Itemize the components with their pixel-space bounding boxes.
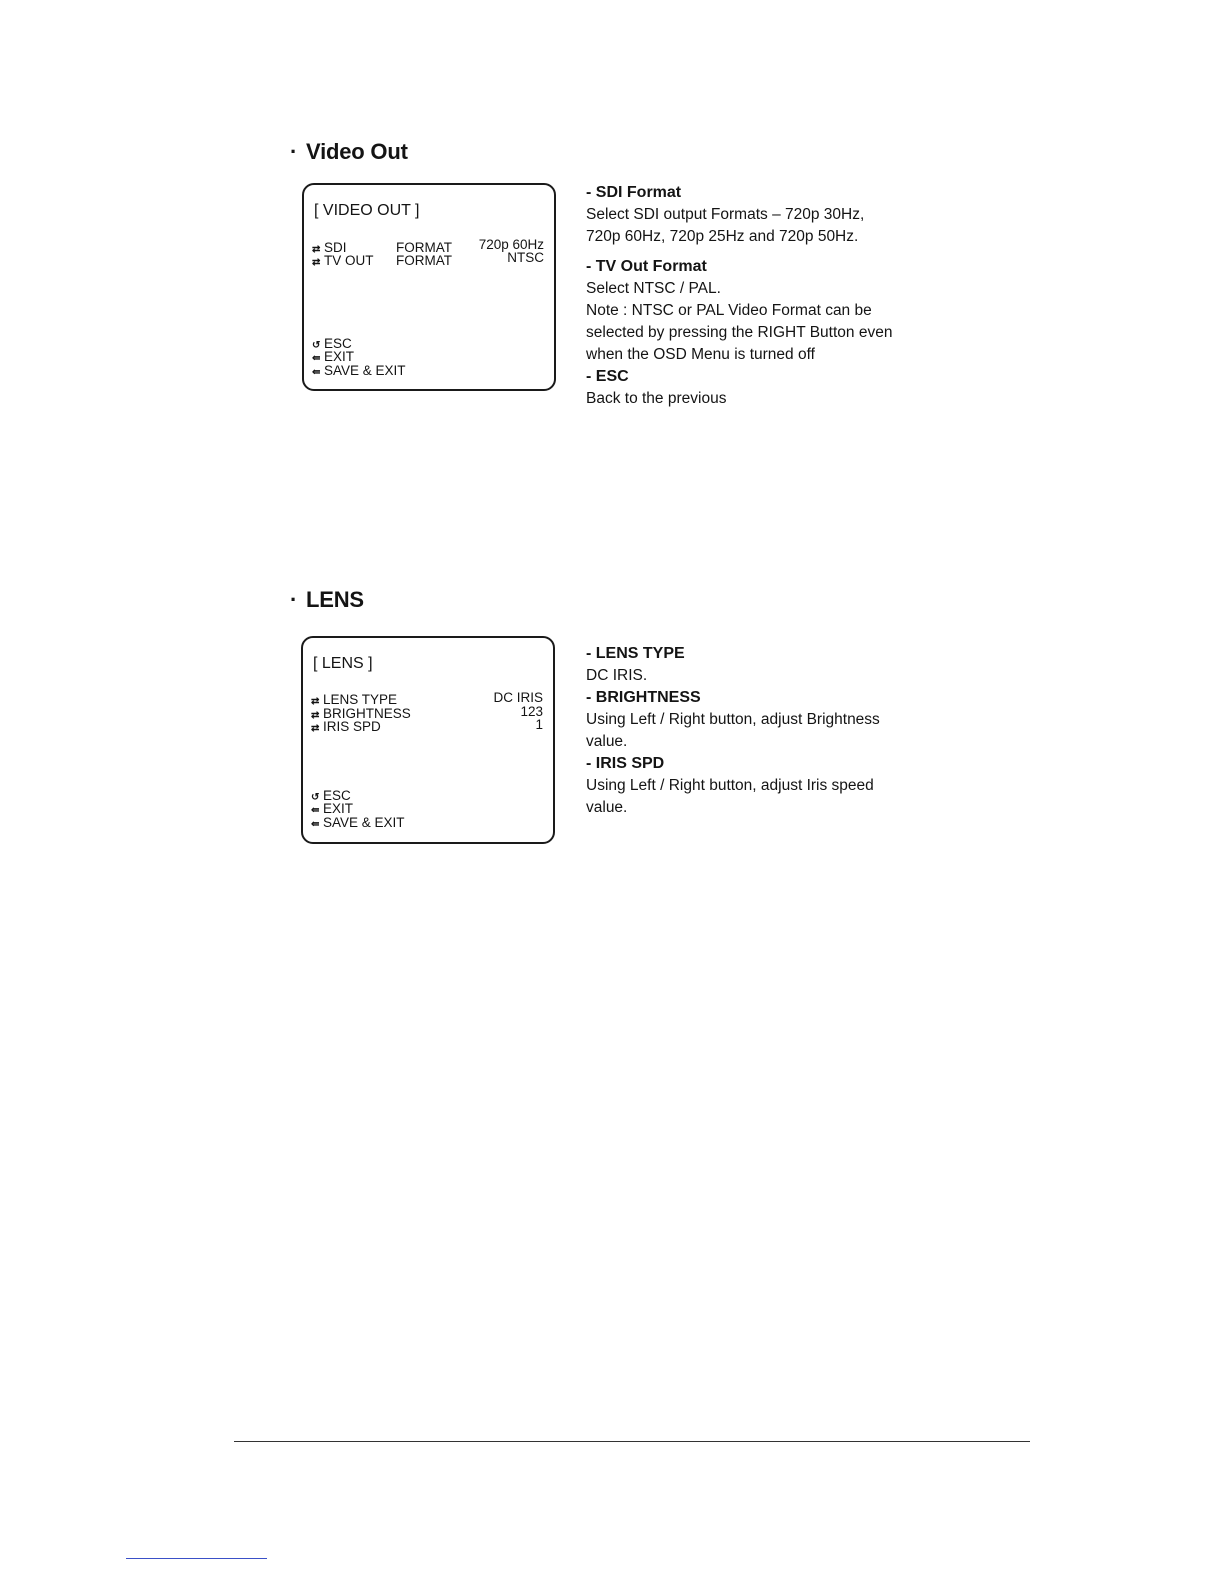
desc-line: selected by pressing the RIGHT Button even bbox=[586, 324, 893, 341]
osd-title: [ VIDEO OUT ] bbox=[314, 202, 420, 219]
video-out-osd-menu bbox=[302, 183, 556, 391]
desc-heading: - ESC bbox=[586, 368, 629, 385]
desc-line: Back to the previous bbox=[586, 390, 727, 407]
osd-row-mid: FORMAT bbox=[396, 253, 452, 268]
osd-exit-item[interactable]: ⇚ EXIT bbox=[311, 801, 354, 816]
footer-link-underline bbox=[126, 1558, 267, 1559]
lens-osd-menu bbox=[301, 636, 555, 844]
swap-arrows-icon: ⇄ bbox=[311, 723, 320, 734]
desc-line: value. bbox=[586, 799, 628, 816]
desc-heading: - IRIS SPD bbox=[586, 755, 665, 772]
swap-arrows-icon: ⇄ bbox=[311, 710, 320, 721]
enter-arrow-icon: ⇚ bbox=[312, 367, 321, 378]
desc-line: Select NTSC / PAL. bbox=[586, 280, 721, 297]
swap-arrows-icon: ⇄ bbox=[312, 244, 321, 255]
osd-row-value: 123 bbox=[520, 704, 543, 719]
osd-row-label: SDI bbox=[324, 240, 347, 255]
osd-esc-item[interactable]: ↺ ESC bbox=[311, 788, 351, 803]
osd-row-iris-spd[interactable] bbox=[311, 717, 543, 734]
osd-save-exit-item[interactable]: ⇚ SAVE & EXIT bbox=[311, 815, 405, 830]
osd-row-value: 1 bbox=[535, 717, 543, 732]
desc-heading: - BRIGHTNESS bbox=[586, 689, 701, 706]
osd-exit-item[interactable]: ⇚ EXIT bbox=[312, 349, 355, 364]
osd-row-label: IRIS SPD bbox=[323, 719, 381, 734]
video-out-description bbox=[586, 182, 926, 410]
return-icon: ↺ bbox=[312, 340, 321, 351]
desc-line: DC IRIS. bbox=[586, 667, 648, 684]
osd-row-tv-out[interactable] bbox=[312, 250, 544, 268]
desc-heading: - LENS TYPE bbox=[586, 645, 685, 662]
swap-arrows-icon: ⇄ bbox=[311, 696, 320, 707]
desc-line: Select SDI output Formats – 720p 30Hz, bbox=[586, 206, 865, 223]
desc-line: Using Left / Right button, adjust Iris speed bbox=[586, 777, 874, 794]
osd-row-lens-type[interactable] bbox=[311, 690, 543, 707]
desc-line: when the OSD Menu is turned off bbox=[586, 346, 815, 363]
desc-line: 720p 60Hz, 720p 25Hz and 720p 50Hz. bbox=[586, 228, 859, 245]
osd-row-label: BRIGHTNESS bbox=[323, 706, 411, 721]
osd-row-value: 720p 60Hz bbox=[478, 237, 544, 252]
video-out-heading: · Video Out bbox=[290, 139, 408, 164]
osd-save-exit-item[interactable]: ⇚ SAVE & EXIT bbox=[312, 363, 406, 378]
osd-row-label: LENS TYPE bbox=[323, 692, 398, 707]
osd-row-value: DC IRIS bbox=[493, 690, 543, 705]
swap-arrows-icon: ⇄ bbox=[312, 257, 321, 268]
osd-row-mid: FORMAT bbox=[396, 240, 452, 255]
desc-heading: - TV Out Format bbox=[586, 258, 707, 275]
desc-line: value. bbox=[586, 733, 628, 750]
enter-arrow-icon: ⇚ bbox=[311, 819, 320, 830]
desc-heading: - SDI Format bbox=[586, 184, 682, 201]
lens-description bbox=[586, 643, 926, 819]
page-footer-rule bbox=[234, 1441, 1030, 1442]
lens-heading: · LENS bbox=[290, 587, 364, 612]
enter-arrow-icon: ⇚ bbox=[311, 805, 320, 816]
osd-esc-item[interactable]: ↺ ESC bbox=[312, 336, 352, 351]
enter-arrow-icon: ⇚ bbox=[312, 353, 321, 364]
osd-row-value: NTSC bbox=[507, 250, 544, 265]
osd-title: [ LENS ] bbox=[313, 655, 373, 672]
return-icon: ↺ bbox=[311, 792, 320, 803]
osd-row-label: TV OUT bbox=[324, 253, 374, 268]
desc-line: Note : NTSC or PAL Video Format can be bbox=[586, 302, 872, 319]
desc-line: Using Left / Right button, adjust Brightness bbox=[586, 711, 880, 728]
